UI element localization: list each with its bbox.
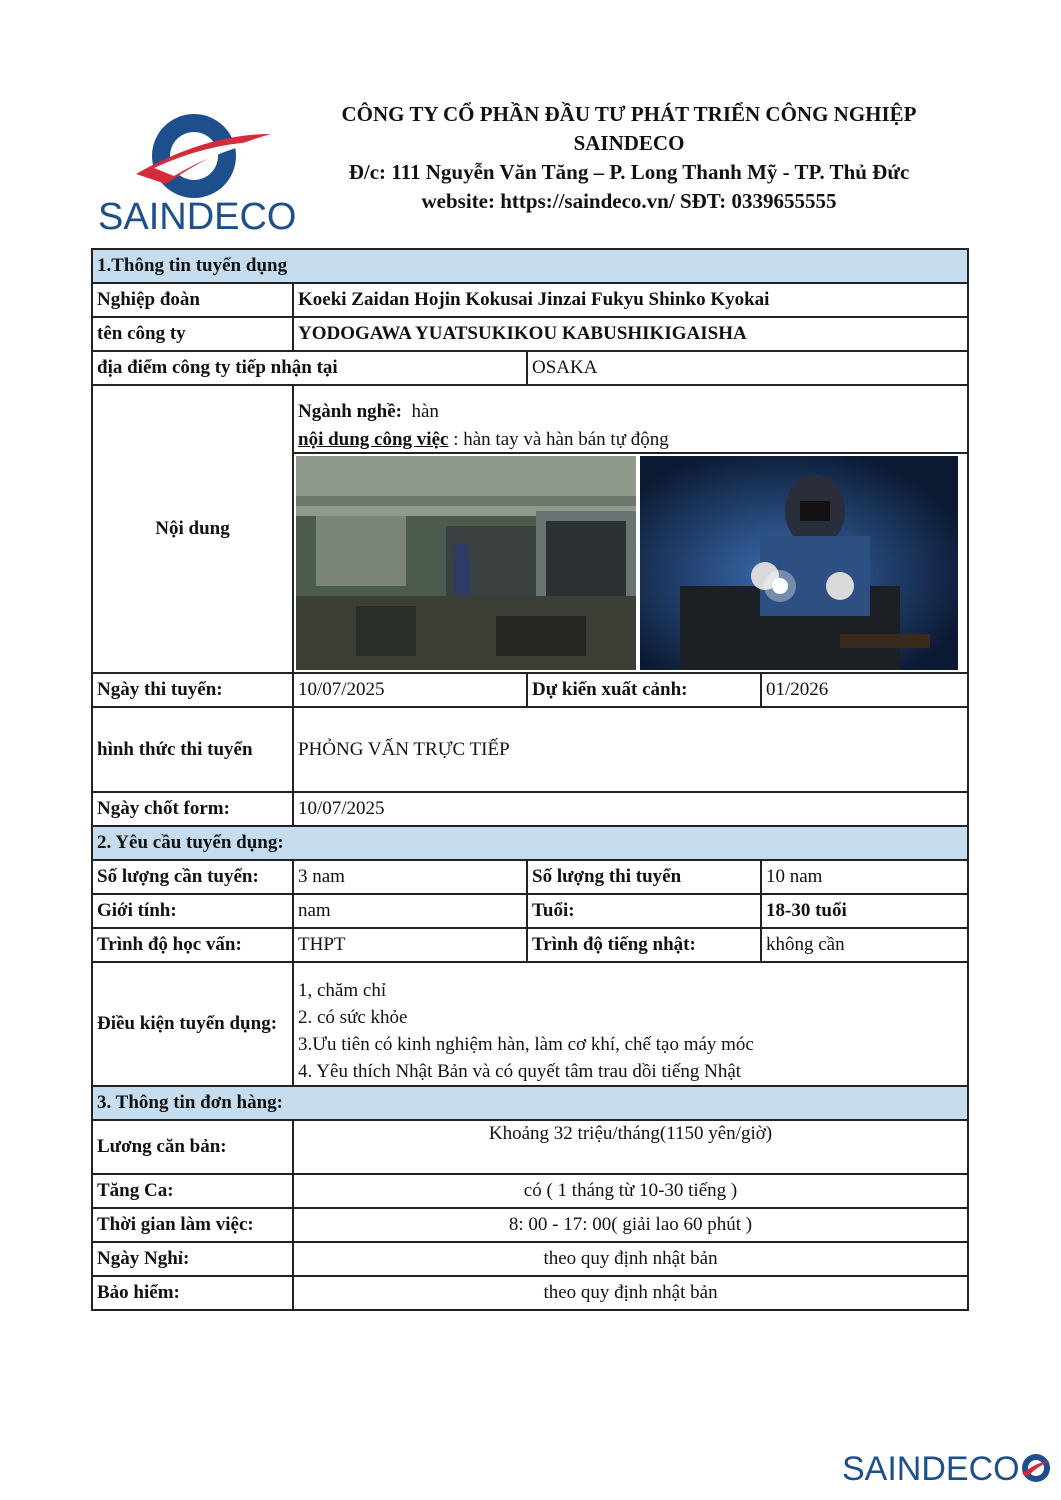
condition-item: 3.Ưu tiên có kinh nghiệm hàn, làm cơ khí, chế tạo máy móc [298,1034,754,1055]
insurance-value: theo quy định nhật bản [293,1276,968,1310]
education-value: THPT [293,928,527,962]
quota-label: Số lượng cần tuyển: [92,860,293,894]
condition-item: 2. có sức khỏe [298,1007,408,1028]
table-row [92,1242,968,1276]
japanese-label: Trình độ tiếng nhật: [527,928,761,962]
location-value: OSAKA [527,351,968,385]
union-label: Nghiệp đoàn [92,283,293,317]
logo-text: SAINDECO [98,196,297,238]
gender-label: Giới tính: [92,894,293,928]
company-header [296,100,962,216]
condition-item: 1, chăm chỉ [298,980,387,1001]
table-row [92,351,968,385]
company-contact: website: https://saindeco.vn/ SĐT: 0339655555 [421,189,837,213]
union-value: Koeki Zaidan Hojin Kokusai Jinzai Fukyu Shinko Kyokai [293,283,968,317]
japanese-value: không cần [761,928,968,962]
condition-item: 4. Yêu thích Nhật Bản và có quyết tâm trau dồi tiếng Nhật [298,1061,742,1082]
work-value: : hàn tay và hàn bán tự động [453,429,669,450]
company-label: tên công ty [92,317,293,351]
departure-value: 01/2026 [761,673,968,707]
footer-logo-icon [1020,1452,1052,1484]
holiday-value: theo quy định nhật bản [293,1242,968,1276]
table-row [92,1208,968,1242]
table-row [92,707,968,792]
photo-row [294,454,967,670]
welder-photo [640,456,958,670]
table-row [92,792,968,826]
company-address: Đ/c: 111 Nguyễn Văn Tăng – P. Long Thanh Mỹ - TP. Thủ Đức [348,160,910,184]
section1-header-row [92,249,968,283]
table-row [92,894,968,928]
table-row [92,1276,968,1310]
age-value: 18-30 tuổi [761,894,968,928]
table-row [92,283,968,317]
factory-photo [296,456,636,670]
company-name-line1: CÔNG TY CỔ PHẦN ĐẦU TƯ PHÁT TRIỂN CÔNG NGHIỆP [341,102,917,126]
gender-value: nam [293,894,527,928]
content-cell [293,385,968,673]
holiday-label: Ngày Nghỉ: [92,1242,293,1276]
exam-date-value: 10/07/2025 [293,673,527,707]
overtime-label: Tăng Ca: [92,1174,293,1208]
table-row [92,1174,968,1208]
section2-header-row [92,826,968,860]
overtime-value: có ( 1 tháng từ 10-30 tiếng ) [293,1174,968,1208]
section1-title: 1.Thông tin tuyển dụng [92,249,968,283]
education-label: Trình độ học vấn: [92,928,293,962]
deadline-value: 10/07/2025 [293,792,968,826]
table-row [92,962,968,1086]
hours-value: 8: 00 - 17: 00( giải lao 60 phút ) [293,1208,968,1242]
company-value: YODOGAWA YUATSUKIKOU KABUSHIKIGAISHA [293,317,968,351]
work-label: nội dung công việc [298,429,449,450]
table-row [92,860,968,894]
table-row [92,928,968,962]
recruitment-table [91,248,969,1311]
company-name-line2: SAINDECO [573,131,685,155]
exam-form-value: PHỎNG VẤN TRỰC TIẾP [293,707,968,792]
table-row [92,385,968,673]
exam-date-label: Ngày thi tuyển: [92,673,293,707]
job-info [294,386,967,454]
footer-logo-text: SAINDECO [842,1450,1020,1488]
conditions-label: Điều kiện tuyển dụng: [92,962,293,1086]
section3-header-row [92,1086,968,1120]
deadline-label: Ngày chốt form: [92,792,293,826]
age-label: Tuổi: [527,894,761,928]
salary-label: Lương căn bản: [92,1120,293,1174]
location-label: địa điểm công ty tiếp nhận tại [92,351,527,385]
exam-form-label: hình thức thi tuyển [92,707,293,792]
section3-title: 3. Thông tin đơn hàng: [92,1086,968,1120]
quota-value: 3 nam [293,860,527,894]
section2-title: 2. Yêu cầu tuyển dụng: [92,826,968,860]
table-row [92,673,968,707]
table-row [92,1120,968,1174]
exam-count-value: 10 nam [761,860,968,894]
departure-label: Dự kiến xuất cảnh: [527,673,761,707]
insurance-label: Bảo hiểm: [92,1276,293,1310]
table-row [92,317,968,351]
job-value: hàn [411,401,439,422]
exam-count-label: Số lượng thi tuyển [527,860,761,894]
job-label: Ngành nghề: [298,401,402,422]
conditions-list [293,962,968,1086]
hours-label: Thời gian làm việc: [92,1208,293,1242]
content-label: Nội dung [92,385,293,673]
salary-value: Khoảng 32 triệu/tháng(1150 yên/giờ) [293,1120,968,1174]
